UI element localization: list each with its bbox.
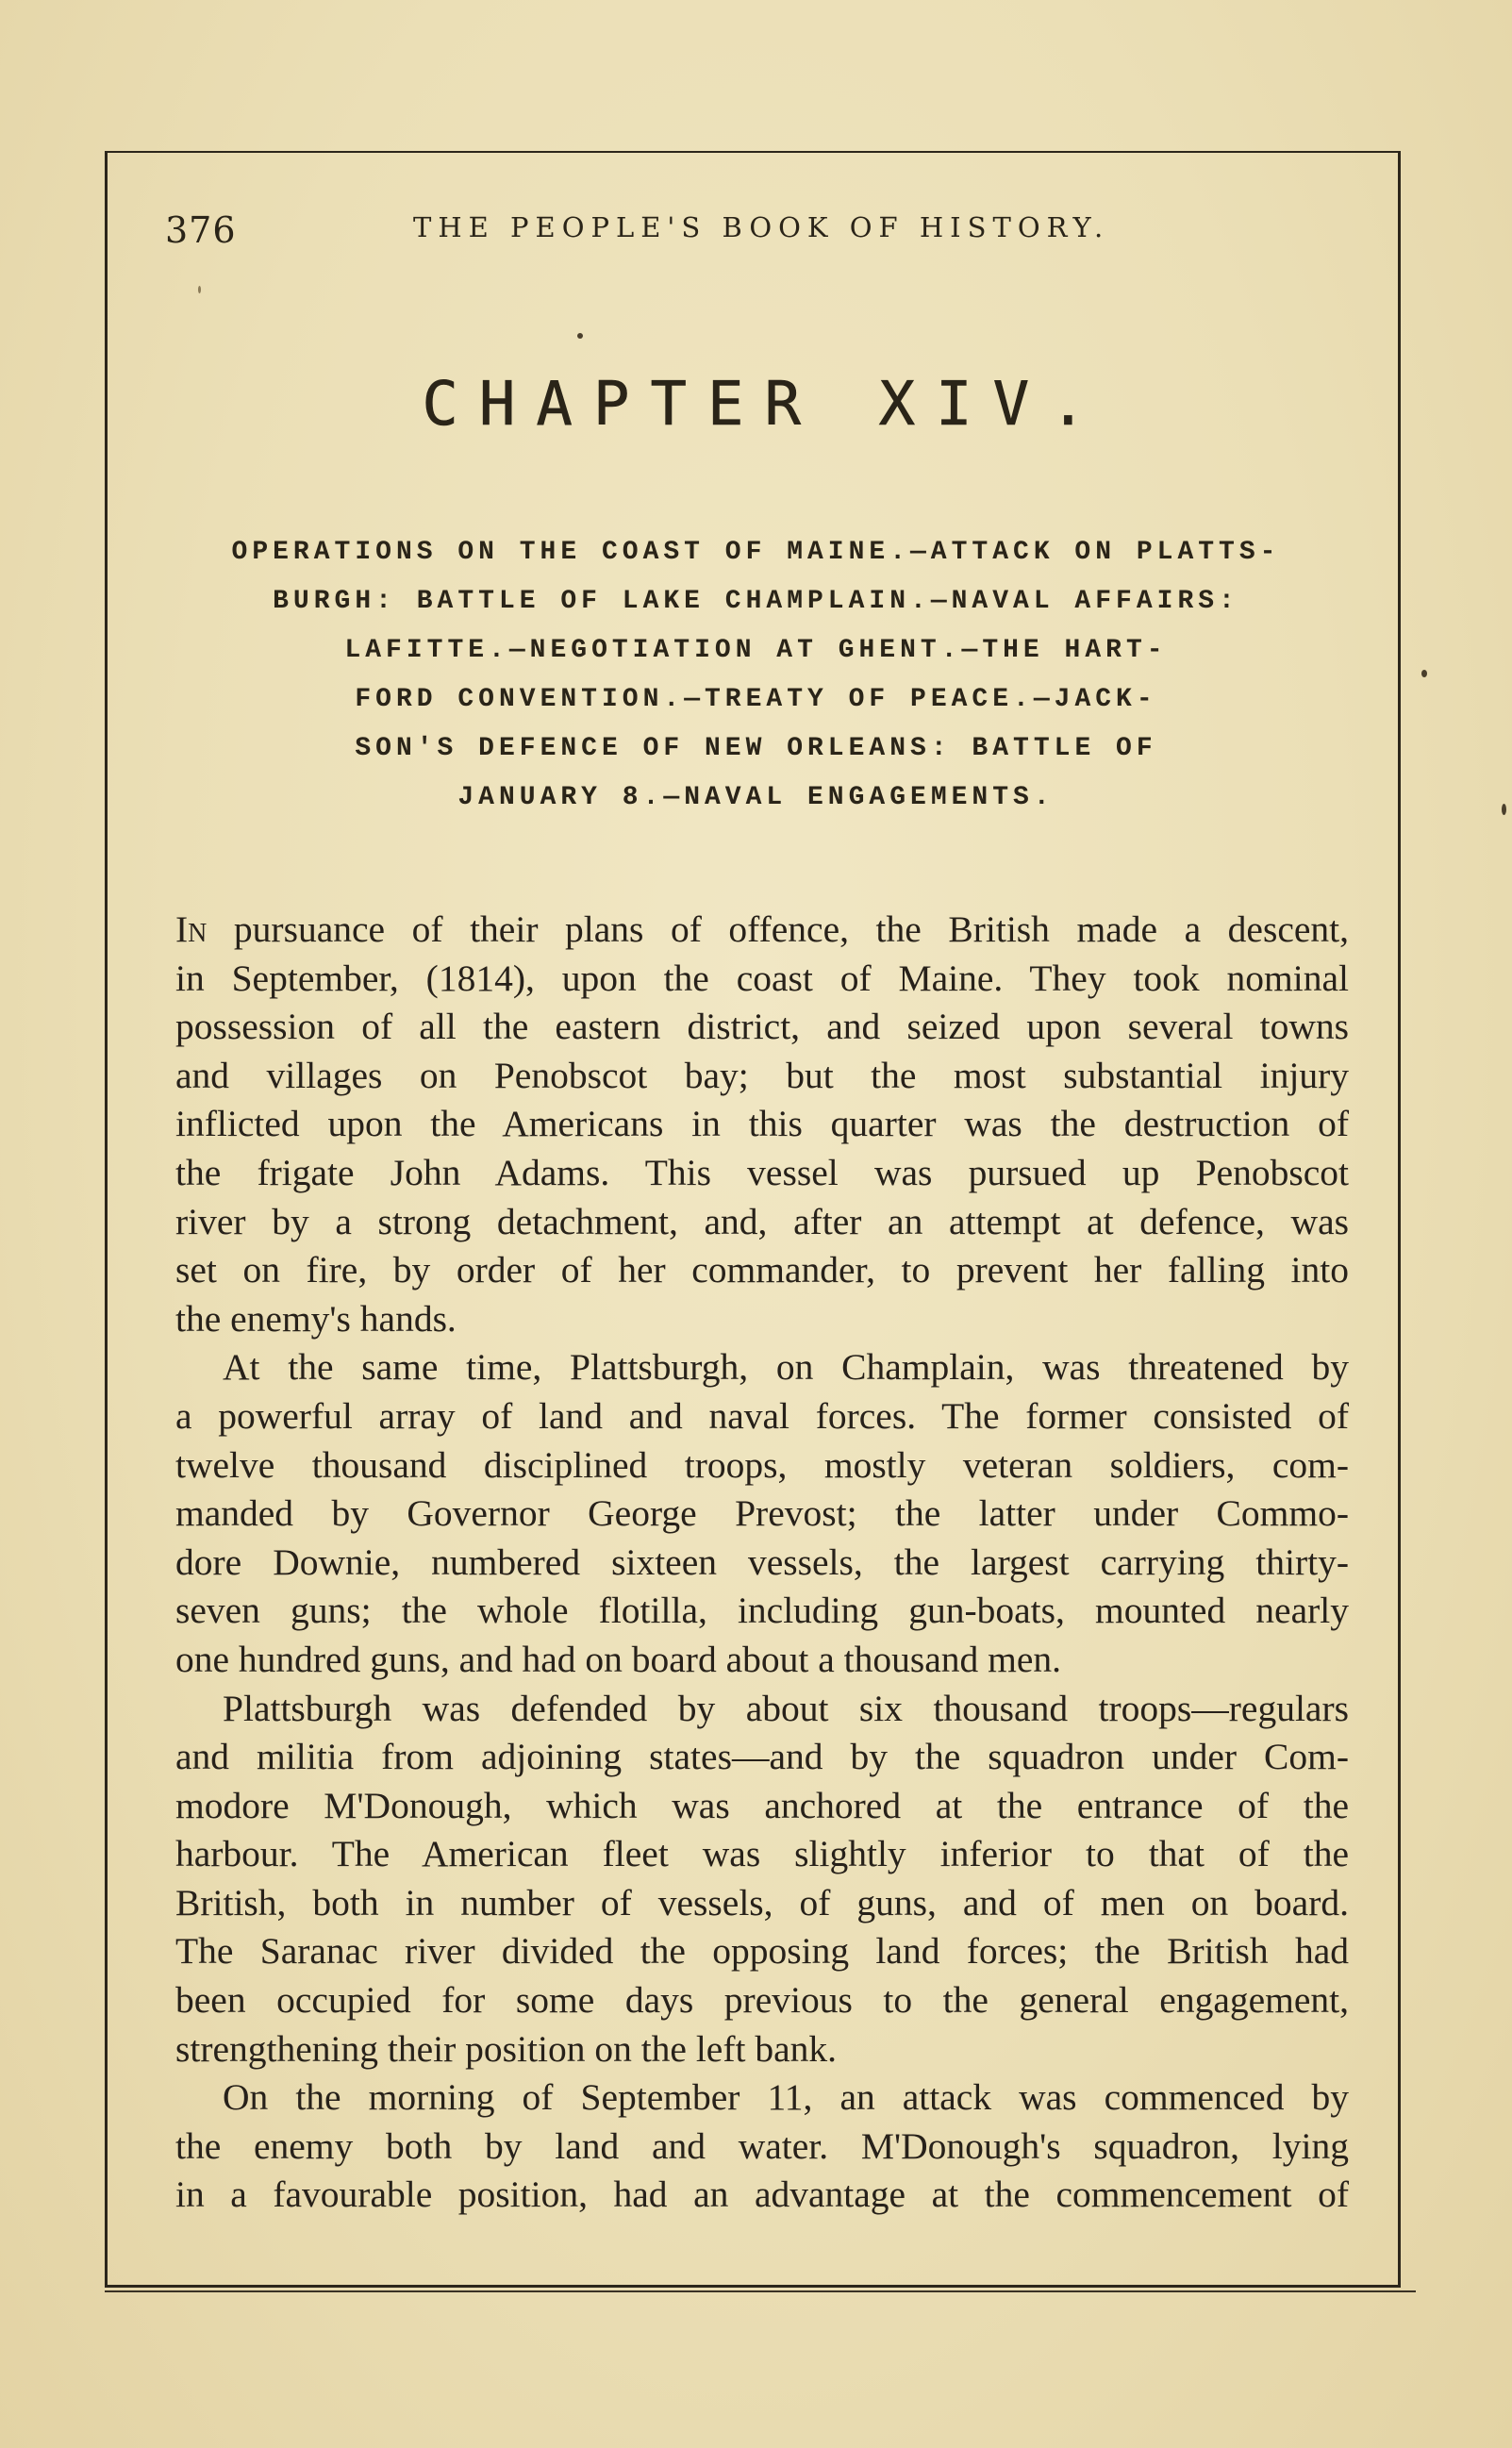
frame-bottom-rule (105, 2290, 1416, 2292)
text-line: set on fire, by order of her commander, to prevent her falling into (175, 1249, 1349, 1291)
text-line: in a favourable position, had an advantage at the commencement of (175, 2173, 1349, 2216)
text-line: At the same time, Plattsburgh, on Champlain, was threatened by (223, 1346, 1349, 1389)
text-line: The Saranac river divided the opposing land forces; the British had (175, 1930, 1349, 1973)
text-line: Plattsburgh was defended by about six thousand troops—regulars (223, 1687, 1349, 1729)
text-line: and militia from adjoining states—and by the squadron under Com- (175, 1736, 1349, 1778)
chapter-title (0, 370, 1512, 440)
page-number: 376 (165, 209, 237, 251)
summary-line: OPERATIONS ON THE COAST OF MAINE.—ATTACK ON PLATTS- (231, 538, 1281, 567)
text-line (175, 906, 1349, 955)
summary-line: FORD CONVENTION.—TREATY OF PEACE.—JACK- (355, 685, 1157, 714)
text-line: and villages on Penobscot bay; but the most substantial injury (175, 1054, 1349, 1096)
text-line: the enemy's hands. (175, 1297, 457, 1340)
summary-line: BURGH: BATTLE OF LAKE CHAMPLAIN.—NAVAL AFFAIRS: (273, 587, 1239, 616)
chapter-title-text: CHAPTER XIV. (422, 370, 1107, 440)
summary-line: SON'S DEFENCE OF NEW ORLEANS: BATTLE OF (355, 734, 1157, 763)
running-head (0, 209, 1512, 251)
text-line: strengthening their position on the left bank. (175, 2027, 837, 2070)
paper-speck (1502, 804, 1506, 815)
paper-speck (198, 286, 201, 293)
text-line: On the morning of September 11, an attack was commenced by (223, 2076, 1349, 2119)
text-line: twelve thousand disciplined troops, mostly veteran soldiers, com- (175, 1443, 1349, 1486)
paper-speck (577, 333, 583, 339)
text-line: a powerful array of land and naval forces. The former consisted of (175, 1394, 1349, 1437)
summary-line: JANUARY 8.—NAVAL ENGAGEMENTS. (457, 783, 1055, 812)
text-line: river by a strong detachment, and, after an attempt at defence, was (175, 1200, 1349, 1242)
text-line: seven guns; the whole flotilla, including gun-boats, mounted nearly (175, 1590, 1349, 1632)
chapter-summary (141, 528, 1371, 823)
drop-cap: In (175, 908, 208, 950)
text-line: the frigate John Adams. This vessel was pursued up Penobscot (175, 1151, 1349, 1193)
text-line: harbour. The American fleet was slightly inferior to that of the (175, 1833, 1349, 1875)
text-line: British, both in number of vessels, of guns, and of men on board. (175, 1881, 1349, 1923)
text-line: been occupied for some days previous to the general engagement, (175, 1979, 1349, 2022)
text-line: dore Downie, numbered sixteen vessels, the largest carrying thirty- (175, 1540, 1349, 1583)
summary-line: LAFITTE.—NEGOTIATION AT GHENT.—THE HART- (344, 636, 1168, 665)
text-line: in September, (1814), upon the coast of Maine. They took nominal (175, 957, 1349, 999)
text-line: modore M'Donough, which was anchored at the entrance of the (175, 1784, 1349, 1826)
text-line: manded by Governor George Prevost; the latter under Commo- (175, 1492, 1349, 1535)
text-line: one hundred guns, and had on board about a thousand men. (175, 1638, 1062, 1680)
body-text (175, 906, 1349, 2220)
paper-speck (1421, 670, 1427, 677)
running-head-title: THE PEOPLE'S BOOK OF HISTORY. (413, 211, 1110, 243)
text-line: possession of all the eastern district, and seized upon several towns (175, 1006, 1349, 1048)
text-line: the enemy both by land and water. M'Donough's squadron, lying (175, 2124, 1349, 2167)
text-line-content: pursuance of their plans of offence, the British made a descent, (207, 908, 1349, 950)
text-line: inflicted upon the Americans in this quarter was the destruction of (175, 1103, 1349, 1145)
